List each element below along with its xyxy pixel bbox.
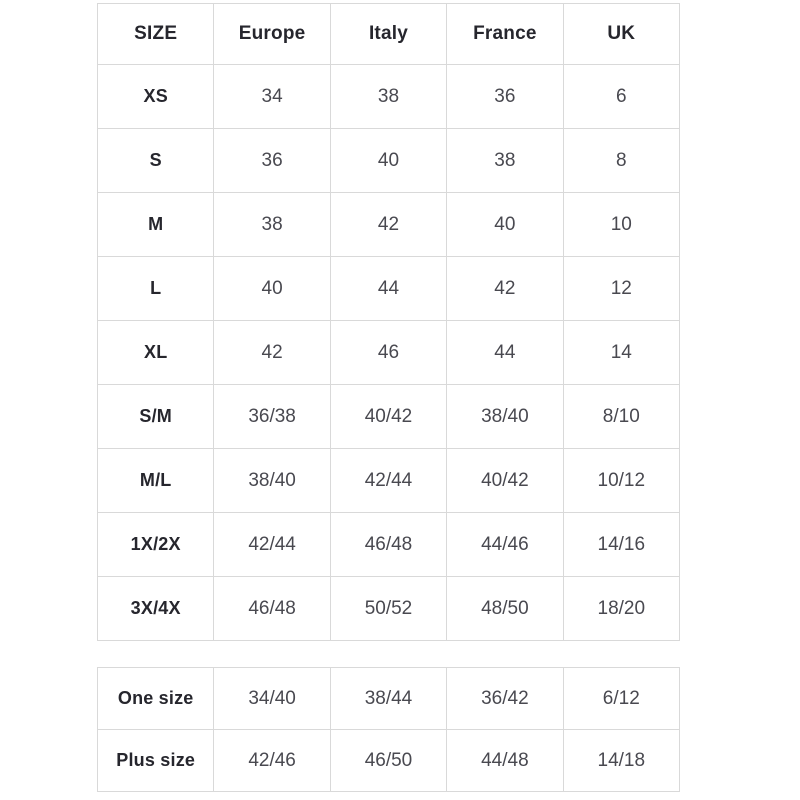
size-value-cell: 36/38 bbox=[214, 385, 330, 449]
size-label-cell: S/M bbox=[98, 385, 214, 449]
size-value-cell: 38 bbox=[447, 129, 563, 193]
column-header: SIZE bbox=[98, 4, 214, 65]
size-value-cell: 44 bbox=[330, 257, 446, 321]
special-size-body bbox=[98, 668, 680, 792]
size-conversion-body bbox=[98, 65, 680, 641]
size-value-cell: 42 bbox=[214, 321, 330, 385]
size-value-cell: 34/40 bbox=[214, 668, 330, 730]
column-header: UK bbox=[563, 4, 679, 65]
size-value-cell: 36 bbox=[214, 129, 330, 193]
table-row bbox=[98, 668, 680, 730]
size-value-cell: 12 bbox=[563, 257, 679, 321]
size-value-cell: 42/44 bbox=[214, 513, 330, 577]
size-value-cell: 8/10 bbox=[563, 385, 679, 449]
table-row bbox=[98, 577, 680, 641]
table-header bbox=[98, 4, 680, 65]
size-value-cell: 40 bbox=[214, 257, 330, 321]
size-label-cell: XS bbox=[98, 65, 214, 129]
size-label-cell: 3X/4X bbox=[98, 577, 214, 641]
size-label-cell: Plus size bbox=[98, 730, 214, 792]
table-row bbox=[98, 193, 680, 257]
size-value-cell: 42 bbox=[330, 193, 446, 257]
table-row bbox=[98, 385, 680, 449]
size-label-cell: M bbox=[98, 193, 214, 257]
size-value-cell: 36/42 bbox=[447, 668, 563, 730]
table-row bbox=[98, 257, 680, 321]
size-value-cell: 38 bbox=[330, 65, 446, 129]
size-value-cell: 18/20 bbox=[563, 577, 679, 641]
header-row bbox=[98, 4, 680, 65]
size-label-cell: S bbox=[98, 129, 214, 193]
size-value-cell: 46/50 bbox=[330, 730, 446, 792]
size-value-cell: 46 bbox=[330, 321, 446, 385]
size-label-cell: M/L bbox=[98, 449, 214, 513]
column-header: Italy bbox=[330, 4, 446, 65]
size-label-cell: 1X/2X bbox=[98, 513, 214, 577]
size-value-cell: 46/48 bbox=[330, 513, 446, 577]
size-value-cell: 8 bbox=[563, 129, 679, 193]
size-value-cell: 42 bbox=[447, 257, 563, 321]
table-row bbox=[98, 65, 680, 129]
size-value-cell: 38/40 bbox=[447, 385, 563, 449]
size-value-cell: 14/18 bbox=[563, 730, 679, 792]
size-value-cell: 10 bbox=[563, 193, 679, 257]
table-row bbox=[98, 129, 680, 193]
size-value-cell: 6 bbox=[563, 65, 679, 129]
size-value-cell: 48/50 bbox=[447, 577, 563, 641]
size-value-cell: 40/42 bbox=[330, 385, 446, 449]
size-label-cell: L bbox=[98, 257, 214, 321]
size-value-cell: 38/40 bbox=[214, 449, 330, 513]
size-label-cell: XL bbox=[98, 321, 214, 385]
table-row bbox=[98, 513, 680, 577]
size-value-cell: 40 bbox=[330, 129, 446, 193]
size-label-cell: One size bbox=[98, 668, 214, 730]
special-size-table bbox=[97, 667, 680, 792]
size-value-cell: 38 bbox=[214, 193, 330, 257]
size-value-cell: 38/44 bbox=[330, 668, 446, 730]
size-value-cell: 44/46 bbox=[447, 513, 563, 577]
size-value-cell: 6/12 bbox=[563, 668, 679, 730]
size-value-cell: 44 bbox=[447, 321, 563, 385]
size-value-cell: 46/48 bbox=[214, 577, 330, 641]
size-value-cell: 42/44 bbox=[330, 449, 446, 513]
table-row bbox=[98, 730, 680, 792]
size-value-cell: 10/12 bbox=[563, 449, 679, 513]
size-conversion-table bbox=[97, 3, 680, 641]
table-row bbox=[98, 321, 680, 385]
size-value-cell: 40/42 bbox=[447, 449, 563, 513]
size-value-cell: 34 bbox=[214, 65, 330, 129]
size-value-cell: 36 bbox=[447, 65, 563, 129]
size-value-cell: 42/46 bbox=[214, 730, 330, 792]
size-value-cell: 40 bbox=[447, 193, 563, 257]
column-header: France bbox=[447, 4, 563, 65]
table-row bbox=[98, 449, 680, 513]
column-header: Europe bbox=[214, 4, 330, 65]
size-value-cell: 44/48 bbox=[447, 730, 563, 792]
size-value-cell: 14 bbox=[563, 321, 679, 385]
size-value-cell: 14/16 bbox=[563, 513, 679, 577]
size-value-cell: 50/52 bbox=[330, 577, 446, 641]
